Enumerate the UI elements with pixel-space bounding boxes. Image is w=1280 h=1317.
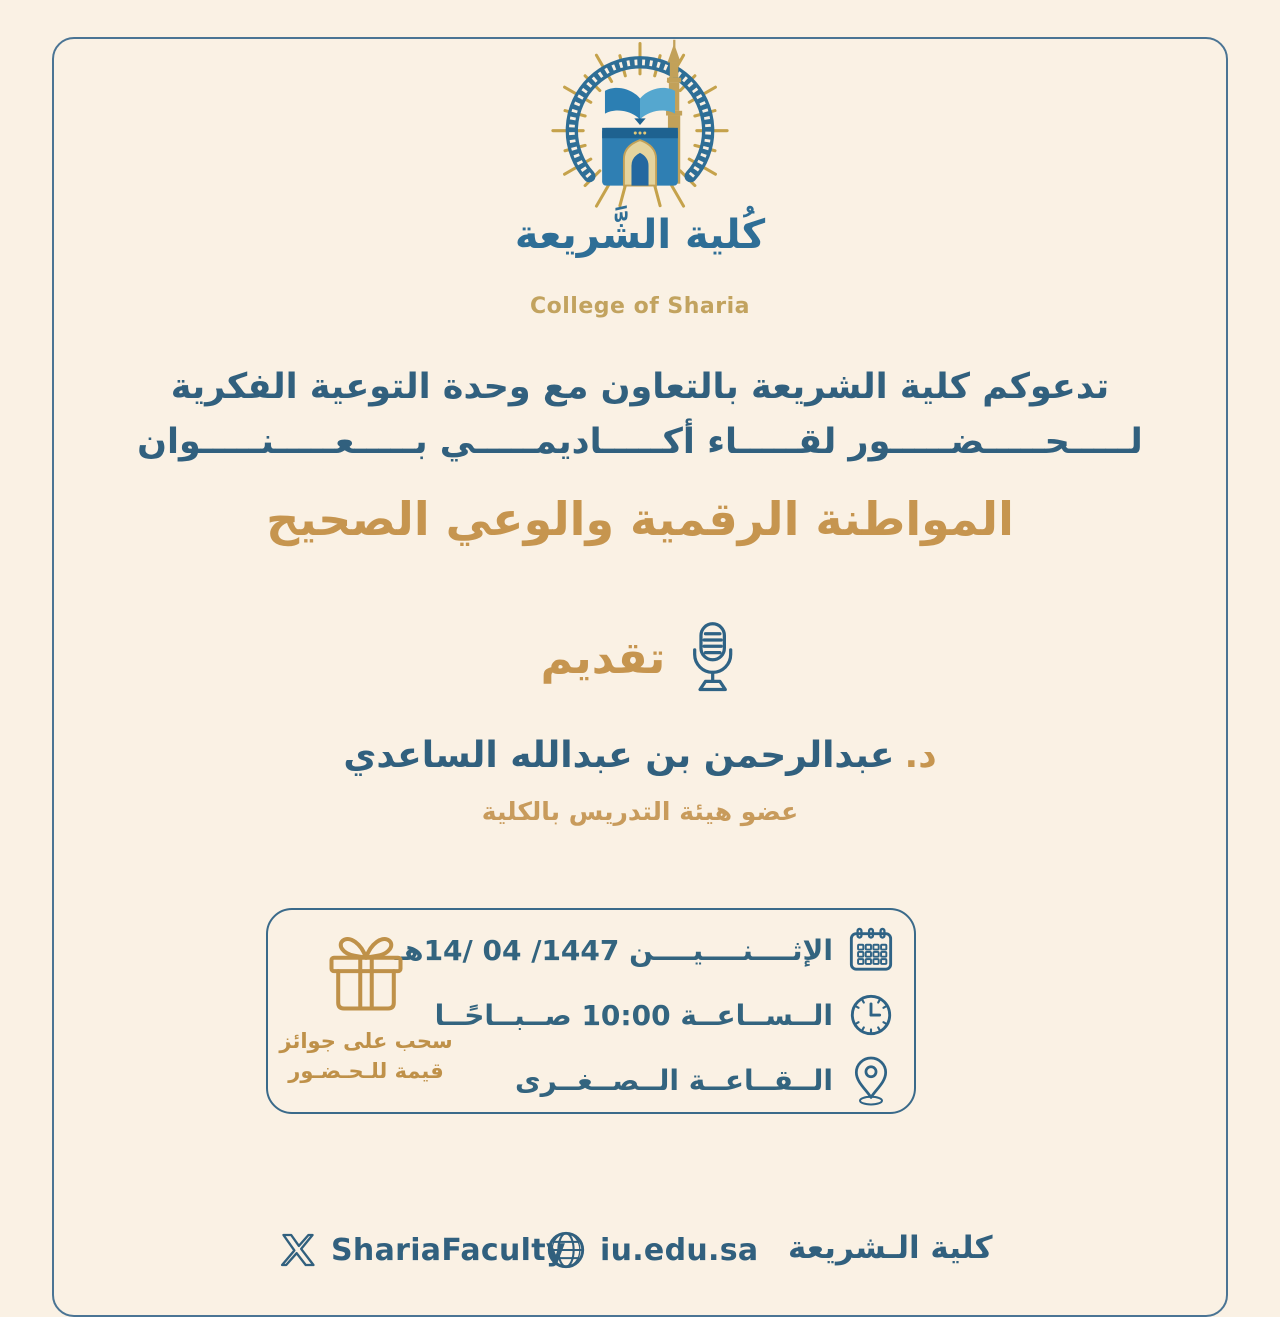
location-pin-icon — [849, 1053, 893, 1107]
time-row — [395, 987, 896, 1043]
footer-college-name — [788, 1222, 993, 1274]
speaker-name: عبدالرحمن بن عبدالله الساعدي — [343, 735, 895, 776]
calendar-icon — [848, 927, 894, 973]
college-calligraphy: كُلية الشَّريعة — [514, 212, 766, 258]
twitter-handle: ShariaFaculty — [331, 1232, 566, 1268]
invitation-intro — [115, 360, 1165, 471]
clock-icon — [848, 992, 894, 1038]
event-time: الــســاعــة 10:00 صــبــاحًــا — [434, 998, 833, 1032]
prize-block — [279, 928, 453, 1087]
college-name-english: College of Sharia — [529, 294, 751, 319]
event-title: المواطنة الرقمية والوعي الصحيح — [266, 492, 1014, 546]
presented-by-row — [541, 620, 740, 696]
detail-rows — [395, 922, 896, 1108]
intro-line-2: لـــــحـــــضـــــور لقـــــاء أكـــــاديمـــــي بـــــعـــــنـــــوان — [137, 422, 1143, 463]
globe-icon — [545, 1229, 587, 1271]
microphone-icon — [685, 620, 739, 696]
website-link[interactable] — [545, 1224, 758, 1276]
speaker-name-row — [343, 735, 936, 776]
twitter-link[interactable] — [278, 1224, 566, 1276]
event-date: الإثــــنــــيــــن 14/ 04 /1447هـ — [394, 933, 833, 967]
gift-icon — [318, 928, 414, 1020]
intro-line-1: تدعوكم كلية الشريعة بالتعاون مع وحدة التوعية الفكرية — [170, 367, 1110, 407]
website-url: iu.edu.sa — [600, 1232, 759, 1268]
x-twitter-icon — [278, 1230, 318, 1270]
location-row — [395, 1052, 896, 1108]
event-location: الــقــاعــة الــصــغــرى — [514, 1063, 833, 1097]
prize-line-1: سحب على جوائز — [279, 1029, 453, 1053]
prize-line-2: قيمة للـحـضـور — [288, 1059, 444, 1084]
prize-caption — [279, 1026, 452, 1087]
university-emblem-icon — [545, 36, 735, 214]
event-details-box — [266, 908, 916, 1114]
speaker-title-prefix: د. — [904, 735, 937, 776]
date-row — [395, 922, 896, 978]
footer-college-name-text: كلية الـشريعة — [788, 1230, 993, 1266]
presented-by-label: تقديم — [540, 632, 666, 684]
speaker-role: عضو هيئة التدريس بالكلية — [481, 797, 799, 826]
